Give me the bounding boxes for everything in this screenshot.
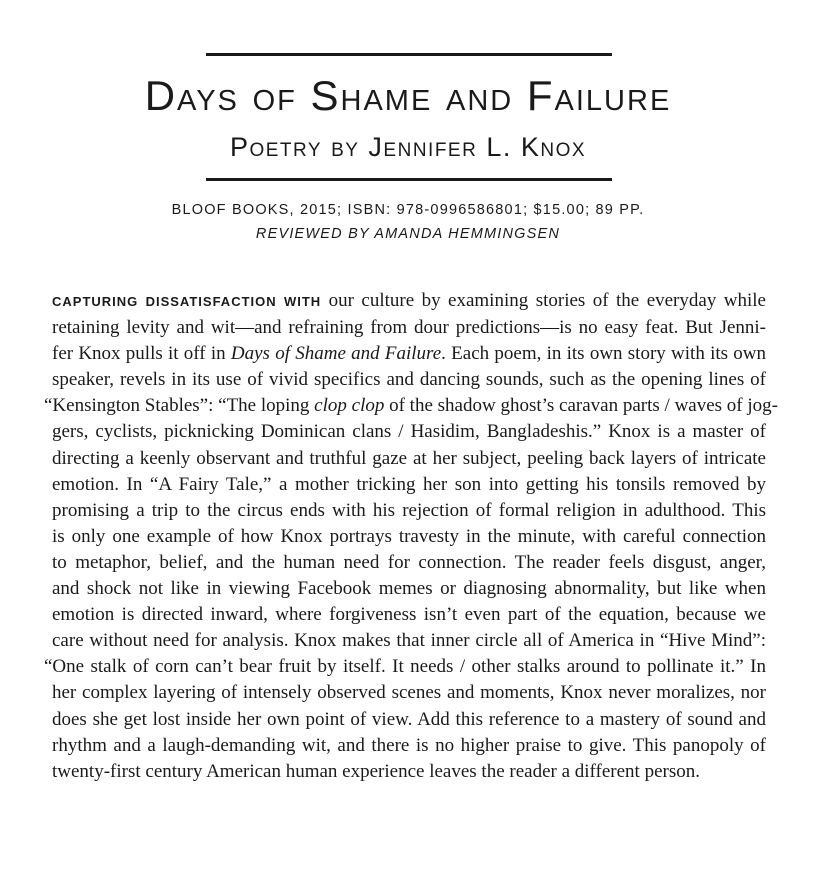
review-line — [52, 288, 766, 315]
review-line — [44, 393, 778, 419]
top-rule — [206, 53, 612, 56]
review-line: and shock not like in viewing Facebook memes or diagnosing abnormality, but like when — [52, 578, 766, 600]
review-line: does she get lost inside her own point of view. Add this reference to a mastery of sound and — [52, 708, 766, 730]
review-line: speaker, revels in its use of vivid specifics and dancing sounds, such as the opening lines of — [52, 369, 766, 391]
review-line: “One stalk of corn can’t bear fruit by itself. It needs / other stalks around to pollinate it.” In — [44, 656, 766, 678]
bottom-rule — [206, 178, 612, 181]
publication-info: BLOOF BOOKS, 2015; ISBN: 978-0996586801; $15.00; 89 PP. — [171, 202, 645, 218]
review-text: “Kensington Stables”: “The loping — [44, 395, 315, 417]
review-line: is only one example of how Knox portrays travesty in the minute, with careful connection — [52, 525, 766, 547]
book-title-italic: Days of Shame and Failure — [230, 343, 442, 365]
publication-meta — [0, 198, 816, 246]
review-text: . Each poem, in its own story with its own — [441, 343, 766, 365]
review-line: gers, cyclists, picknicking Dominican clans / Hasidim, Bangladeshis.” Knox is a master of — [52, 421, 766, 443]
review-line: emotion is directed inward, where forgiveness isn’t even part of the equation, because we — [52, 604, 766, 626]
reviewer-credit: REVIEWED BY AMANDA HEMMINGSEN — [255, 226, 561, 242]
review-line: promising a trip to the circus ends with his rejection of formal religion in adulthood. This — [52, 499, 766, 521]
book-subtitle: Poetry by Jennifer L. Knox — [229, 132, 587, 162]
review-text: our culture by examining stories of the everyday while — [321, 290, 766, 311]
review-line: care without need for analysis. Knox makes that inner circle all of America in “Hive Mind”: — [52, 630, 766, 652]
review-line: directing a keenly observant and truthful gaze at her subject, peeling back layers of intricate — [52, 447, 766, 469]
review-line: rhythm and a laugh-demanding wit, and there is no higher praise to give. This panopoly of — [52, 734, 766, 756]
review-line: her complex layering of intensely observed scenes and moments, Knox never moralizes, nor — [52, 682, 766, 704]
review-line: retaining levity and wit—and refraining from dour predictions—is no easy feat. But Jenni- — [52, 317, 766, 339]
review-line: twenty-first century American human experience leaves the reader a different person. — [52, 760, 700, 782]
review-body — [44, 288, 778, 785]
review-text: of the shadow ghost’s caravan parts / waves of jog- — [384, 395, 778, 417]
review-line — [52, 341, 766, 367]
lead-in: CAPTURING DISSATISFACTION WITH — [52, 294, 322, 309]
review-text: fer Knox pulls it off in — [52, 343, 231, 365]
book-title: Days of Shame and Failure — [144, 72, 672, 119]
review-line: to metaphor, belief, and the human need for connection. The reader feels disgust, anger, — [52, 551, 766, 573]
clop-italic: clop clop — [314, 395, 385, 417]
review-line: emotion. In “A Fairy Tale,” a mother tricking her son into getting his tonsils removed by — [52, 473, 766, 495]
